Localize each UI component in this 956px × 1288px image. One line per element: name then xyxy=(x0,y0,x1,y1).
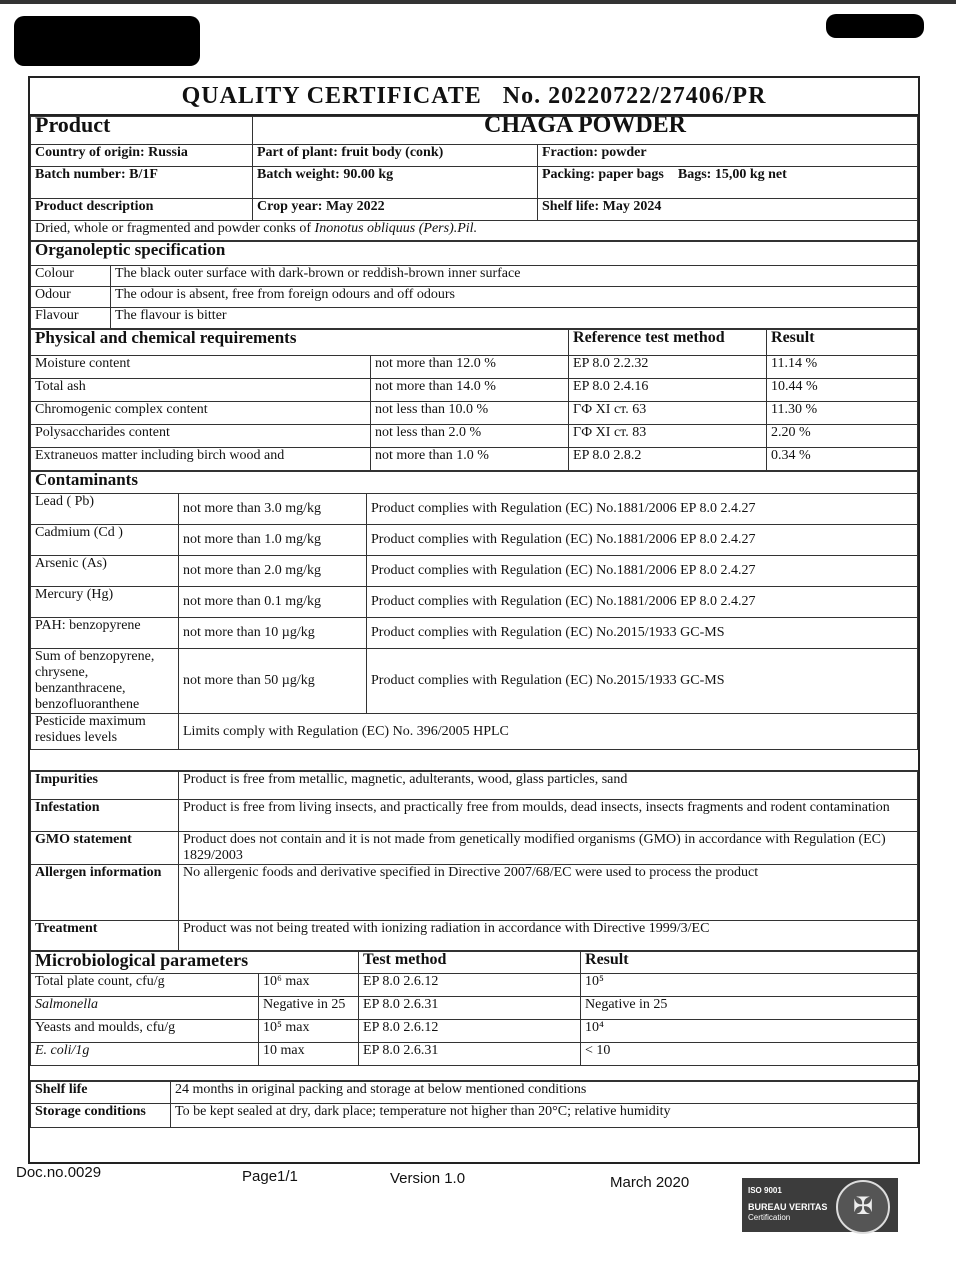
shelf-life-value: 24 months in original packing and storage at below mentioned conditions xyxy=(171,1082,918,1104)
physical-limit: not more than 1.0 % xyxy=(371,448,569,471)
packing: Packing: paper bags xyxy=(542,167,664,182)
shelf-life-label: Shelf life xyxy=(31,1082,171,1104)
micro-limit: 10 max xyxy=(259,1043,359,1066)
contaminant-row xyxy=(31,714,918,750)
micro-limit: Negative in 25 xyxy=(259,997,359,1020)
physical-result: 2.20 % xyxy=(767,425,918,448)
description-text: Dried, whole or fragmented and powder conks of xyxy=(35,221,312,236)
micro-limit: 10⁶ max xyxy=(259,974,359,997)
product-name: CHAGA POWDER xyxy=(253,117,918,145)
fraction: Fraction: powder xyxy=(538,145,918,167)
shelf-life: Shelf life: May 2024 xyxy=(538,199,918,221)
statement-label: GMO statement xyxy=(31,832,179,865)
spacer-2 xyxy=(30,1066,918,1081)
micro-method: EP 8.0 2.6.12 xyxy=(359,974,581,997)
physical-method: EP 8.0 2.2.32 xyxy=(569,356,767,379)
contaminant-row xyxy=(31,649,918,714)
method-header: Reference test method xyxy=(569,330,767,356)
certificate-number: No. 20220722/27406/PR xyxy=(502,83,767,109)
micro-row xyxy=(31,1020,918,1043)
physical-name: Moisture content xyxy=(31,356,371,379)
micro-result-header: Result xyxy=(581,952,918,974)
micro-row xyxy=(31,974,918,997)
organoleptic-row xyxy=(31,308,918,329)
physical-method: ГФ XI ст. 83 xyxy=(569,425,767,448)
product-label: Product xyxy=(31,117,253,145)
physical-row xyxy=(31,448,918,471)
bags: Bags: 15,00 kg net xyxy=(677,167,787,182)
contaminant-result: Product complies with Regulation (EC) No.1881/2006 EP 8.0 2.4.27 xyxy=(367,494,918,525)
contaminant-name: Pesticide maximum residues levels xyxy=(31,714,179,750)
contaminant-name: Arsenic (As) xyxy=(31,556,179,587)
micro-result: Negative in 25 xyxy=(581,997,918,1020)
statement-value: Product was not being treated with ionizing radiation in accordance with Directive 1999/3/EC xyxy=(179,921,918,951)
physical-limit: not more than 14.0 % xyxy=(371,379,569,402)
statement-label: Treatment xyxy=(31,921,179,951)
contaminant-result: Product complies with Regulation (EC) No.2015/1933 GC-MS xyxy=(367,649,918,714)
contaminant-limit: Limits comply with Regulation (EC) No. 396/2005 HPLC xyxy=(179,714,918,750)
physical-result: 0.34 % xyxy=(767,448,918,471)
crop-year: Crop year: May 2022 xyxy=(253,199,538,221)
physical-result: 10.44 % xyxy=(767,379,918,402)
micro-method: EP 8.0 2.6.31 xyxy=(359,997,581,1020)
micro-limit: 10⁵ max xyxy=(259,1020,359,1043)
physical-method: ГФ XI ст. 63 xyxy=(569,402,767,425)
physical-method: EP 8.0 2.4.16 xyxy=(569,379,767,402)
micro-method-header: Test method xyxy=(359,952,581,974)
physical-heading: Physical and chemical requirements xyxy=(31,330,569,356)
contaminant-limit: not more than 2.0 mg/kg xyxy=(179,556,367,587)
contaminant-name: PAH: benzopyrene xyxy=(31,618,179,649)
contaminant-result: Product complies with Regulation (EC) No.1881/2006 EP 8.0 2.4.27 xyxy=(367,525,918,556)
micro-result: 10⁵ xyxy=(581,974,918,997)
product-table xyxy=(30,116,918,241)
statement-value: Product is free from metallic, magnetic, adulterants, wood, glass particles, sand xyxy=(179,772,918,800)
statement-value: Product does not contain and it is not made from genetically modified organisms (GMO) in accordance with Regulation (EC) 1829/2003 xyxy=(179,832,918,865)
organoleptic-value: The odour is absent, free from foreign odours and off odours xyxy=(111,287,918,308)
organoleptic-value: The black outer surface with dark-brown or reddish-brown inner surface xyxy=(111,266,918,287)
contaminant-name: Cadmium (Cd ) xyxy=(31,525,179,556)
organoleptic-name: Odour xyxy=(31,287,111,308)
contaminant-row xyxy=(31,618,918,649)
physical-limit: not more than 12.0 % xyxy=(371,356,569,379)
contaminant-row xyxy=(31,525,918,556)
storage-table xyxy=(30,1081,918,1128)
contaminant-row xyxy=(31,494,918,525)
physical-result: 11.14 % xyxy=(767,356,918,379)
product-description xyxy=(31,221,918,241)
physical-row xyxy=(31,425,918,448)
part-of-plant: Part of plant: fruit body (conk) xyxy=(253,145,538,167)
organoleptic-name: Flavour xyxy=(31,308,111,329)
statement-value: No allergenic foods and derivative specified in Directive 2007/68/EC were used to process the product xyxy=(179,865,918,921)
contaminant-name: Mercury (Hg) xyxy=(31,587,179,618)
physical-limit: not less than 2.0 % xyxy=(371,425,569,448)
certificate-frame xyxy=(28,76,920,1164)
contaminant-row xyxy=(31,587,918,618)
contaminant-result: Product complies with Regulation (EC) No.1881/2006 EP 8.0 2.4.27 xyxy=(367,587,918,618)
statement-label: Impurities xyxy=(31,772,179,800)
redacted-logo xyxy=(14,16,200,66)
physical-row xyxy=(31,356,918,379)
result-header: Result xyxy=(767,330,918,356)
page-top-edge xyxy=(0,0,956,4)
statements-table xyxy=(30,771,918,951)
micro-name: E. coli/1g xyxy=(31,1043,259,1066)
batch-number: Batch number: B/1F xyxy=(31,167,253,199)
contaminant-limit: not more than 10 µg/kg xyxy=(179,618,367,649)
page-number: Page1/1 xyxy=(242,1168,298,1185)
doc-number: Doc.no.0029 xyxy=(16,1164,102,1181)
organoleptic-heading: Organoleptic specification xyxy=(31,242,918,266)
statement-label: Infestation xyxy=(31,800,179,832)
bv-seal-icon xyxy=(836,1180,890,1234)
physical-result: 11.30 % xyxy=(767,402,918,425)
physical-name: Extraneuos matter including birch wood and xyxy=(31,448,371,471)
contaminant-row xyxy=(31,556,918,587)
spacer xyxy=(30,750,918,771)
organoleptic-row xyxy=(31,287,918,308)
organoleptic-name: Colour xyxy=(31,266,111,287)
physical-name: Chromogenic complex content xyxy=(31,402,371,425)
iso-label: ISO 9001 xyxy=(748,1186,782,1195)
contaminant-name: Sum of benzopyrene, chrysene, benzanthracene, benzofluoranthene xyxy=(31,649,179,714)
micro-heading: Microbiological parameters xyxy=(31,952,359,974)
redacted-mark xyxy=(826,14,924,38)
storage-conditions-label: Storage conditions xyxy=(31,1104,171,1128)
statement-row xyxy=(31,921,918,951)
micro-table xyxy=(30,951,918,1066)
latin-name: Inonotus obliquus (Pers).Pil. xyxy=(314,221,478,236)
organoleptic-table xyxy=(30,241,918,329)
physical-limit: not less than 10.0 % xyxy=(371,402,569,425)
contaminant-name: Lead ( Pb) xyxy=(31,494,179,525)
physical-table xyxy=(30,329,918,471)
contaminant-result: Product complies with Regulation (EC) No.1881/2006 EP 8.0 2.4.27 xyxy=(367,556,918,587)
micro-name: Yeasts and moulds, cfu/g xyxy=(31,1020,259,1043)
product-description-label: Product description xyxy=(31,199,253,221)
version: Version 1.0 xyxy=(390,1170,466,1187)
contaminant-limit: not more than 3.0 mg/kg xyxy=(179,494,367,525)
bureau-veritas-badge xyxy=(742,1178,898,1232)
statement-value: Product is free from living insects, and practically free from moulds, dead insects, insects fragments and rodent contamination xyxy=(179,800,918,832)
micro-name: Salmonella xyxy=(31,997,259,1020)
micro-method: EP 8.0 2.6.31 xyxy=(359,1043,581,1066)
physical-row xyxy=(31,402,918,425)
physical-name: Polysaccharides content xyxy=(31,425,371,448)
storage-conditions-value: To be kept sealed at dry, dark place; temperature not higher than 20°C; relative humidity xyxy=(171,1104,918,1128)
bv-sub: Certification xyxy=(748,1213,791,1222)
physical-row xyxy=(31,379,918,402)
statement-label: Allergen information xyxy=(31,865,179,921)
statement-row xyxy=(31,832,918,865)
micro-method: EP 8.0 2.6.12 xyxy=(359,1020,581,1043)
physical-method: EP 8.0 2.8.2 xyxy=(569,448,767,471)
contaminant-limit: not more than 50 µg/kg xyxy=(179,649,367,714)
micro-result: 10⁴ xyxy=(581,1020,918,1043)
micro-name: Total plate count, cfu/g xyxy=(31,974,259,997)
contaminants-heading: Contaminants xyxy=(31,472,918,494)
certificate-title xyxy=(30,78,918,116)
title-text: QUALITY CERTIFICATE xyxy=(181,83,482,109)
contaminants-table xyxy=(30,471,918,750)
country-of-origin: Country of origin: Russia xyxy=(31,145,253,167)
organoleptic-row xyxy=(31,266,918,287)
micro-result: < 10 xyxy=(581,1043,918,1066)
contaminant-limit: not more than 0.1 mg/kg xyxy=(179,587,367,618)
statement-row xyxy=(31,772,918,800)
micro-row xyxy=(31,1043,918,1066)
physical-name: Total ash xyxy=(31,379,371,402)
statement-row xyxy=(31,800,918,832)
contaminant-result: Product complies with Regulation (EC) No.2015/1933 GC-MS xyxy=(367,618,918,649)
bv-name: BUREAU VERITAS xyxy=(748,1202,828,1212)
micro-row xyxy=(31,997,918,1020)
batch-weight: Batch weight: 90.00 kg xyxy=(253,167,538,199)
organoleptic-value: The flavour is bitter xyxy=(111,308,918,329)
packing-cell xyxy=(538,167,918,199)
contaminant-limit: not more than 1.0 mg/kg xyxy=(179,525,367,556)
statement-row xyxy=(31,865,918,921)
doc-date: March 2020 xyxy=(610,1174,690,1191)
